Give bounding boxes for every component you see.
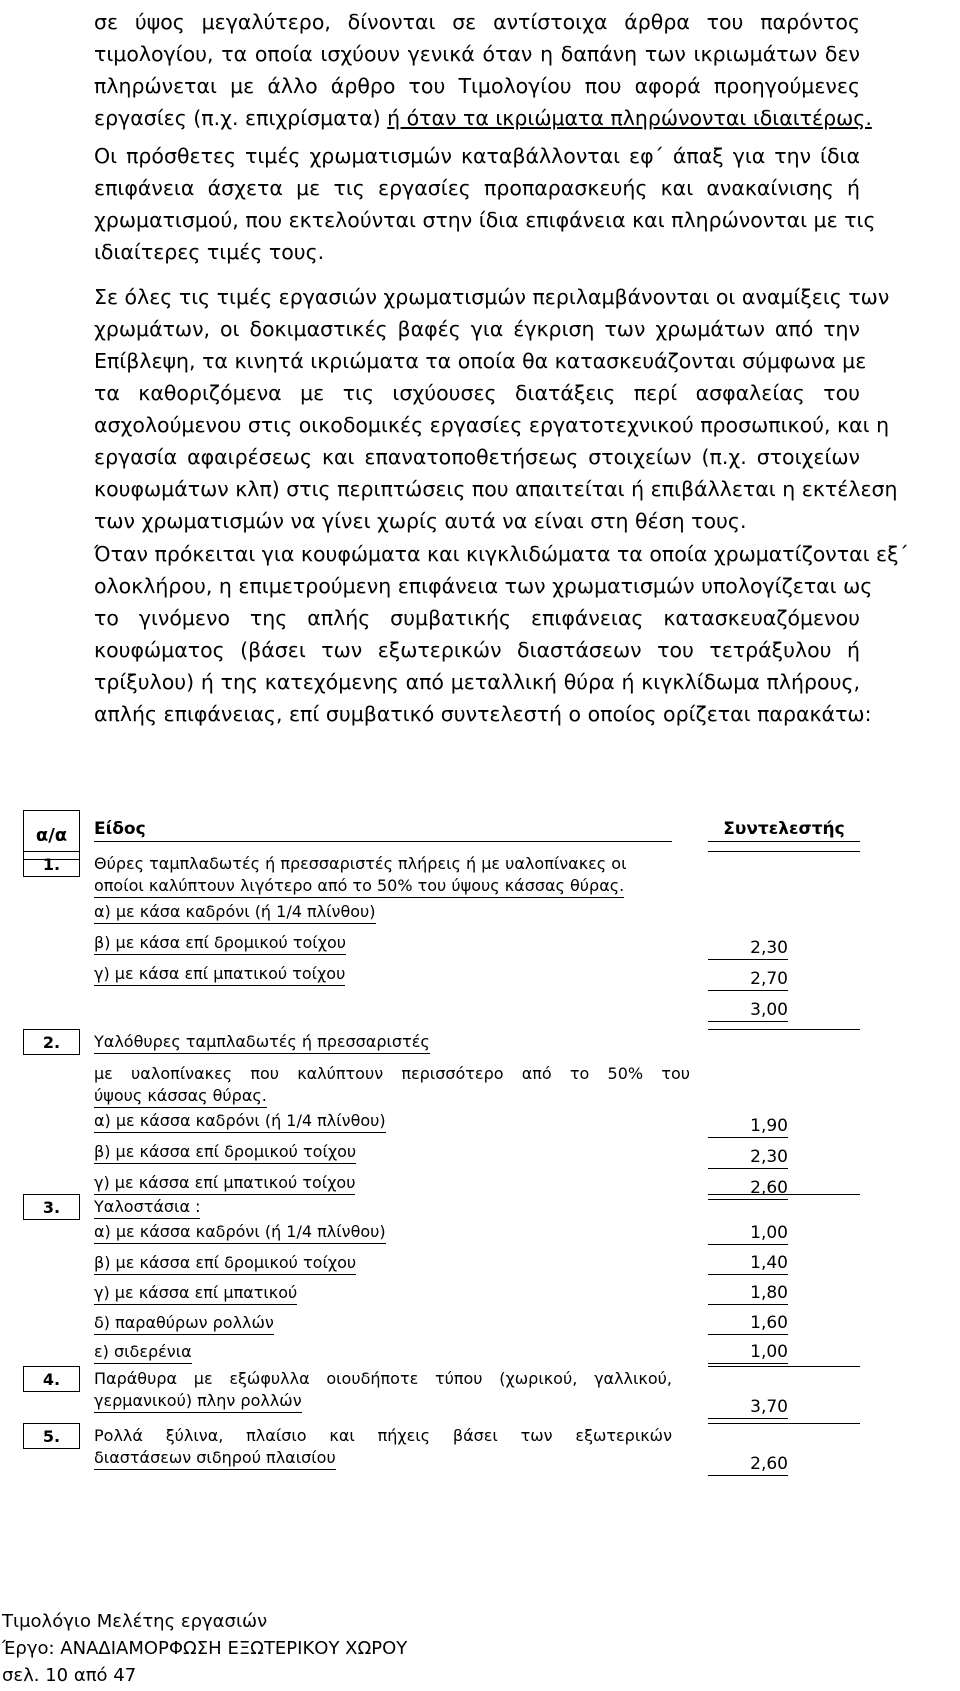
row-option: β) με κάσα επί δρομικού τοίχου	[94, 932, 346, 955]
row-title: Υαλόθυρες ταμπλαδωτές ή πρεσσαριστές	[94, 1031, 430, 1054]
text-line: Οι πρόσθετες τιμές χρωματισμών καταβάλλονται εφ΄ άπαξ για την ίδια	[94, 144, 860, 168]
row-option: γ) με κάσσα επί μπατικού τοίχου	[94, 1172, 355, 1195]
text-line: ιδιαίτερες τιμές τους.	[94, 240, 325, 264]
row-option: α) με κάσσα καδρόνι (ή 1/4 πλίνθου)	[94, 1110, 386, 1133]
table-header-aa: α/α	[23, 810, 80, 860]
text-line: επιφάνεια άσχετα με τις εργασίες προπαρασκευής και ανακαίνισης ή	[94, 176, 860, 200]
row-option: β) με κάσσα επί δρομικού τοίχου	[94, 1252, 356, 1275]
text-line: τρίξυλου) ή της κατεχόμενης από μεταλλική θύρα ή κιγκλίδωμα πλήρους,	[94, 670, 860, 694]
row-option: δ) παραθύρων ρολλών	[94, 1312, 274, 1335]
coefficient-value: 2,60	[708, 1453, 788, 1476]
row-option: γ) με κάσσα επί μπατικού	[94, 1282, 297, 1305]
text-line: κουφωμάτων κλπ) στις περιπτώσεις που απαιτείται ή επιβάλλεται η εκτέλεση	[94, 477, 898, 501]
row-title: διαστάσεων σιδηρού πλαισίου	[94, 1447, 336, 1470]
text-line: κουφώματος (βάσει των εξωτερικών διαστάσεων του τετράξυλου ή	[94, 638, 860, 662]
row-option: γ) με κάσα επί μπατικού τοίχου	[94, 963, 345, 986]
coefficient-value: 1,40	[708, 1252, 788, 1275]
row-number: 1.	[23, 851, 80, 877]
text-line: απλής επιφάνειας, επί συμβατικό συντελεστή ο οποίος ορίζεται παρακάτω:	[94, 702, 872, 726]
row-option: α) με κάσσα καδρόνι (ή 1/4 πλίνθου)	[94, 1221, 386, 1244]
row-title: Παράθυρα με εξώφυλλα οιουδήποτε τύπου (χωρικού, γαλλικού,	[94, 1369, 672, 1388]
text-segment: εργασίες (π.χ. επιχρίσματα)	[94, 106, 388, 130]
text-line: το γινόμενο της απλής συμβατικής επιφάνειας κατασκευαζόμενου	[94, 606, 860, 630]
coefficient-value: 2,30	[708, 937, 788, 960]
coefficient-value: 1,00	[708, 1341, 788, 1364]
row-title: Θύρες ταμπλαδωτές ή πρεσσαριστές πλήρεις ή με υαλοπίνακες οι	[94, 854, 627, 873]
text-line: ασχολούμενου στις οικοδομικές εργασίες εργατοτεχνικού προσωπικού, και η	[94, 413, 890, 437]
coefficient-value: 3,00	[708, 999, 788, 1022]
text-line: σε ύψος μεγαλύτερο, δίνονται σε αντίστοιχα άρθρα του παρόντος	[94, 10, 860, 34]
row-number: 3.	[23, 1194, 80, 1220]
coefficient-value: 1,90	[708, 1115, 788, 1138]
text-line: τιμολογίου, τα οποία ισχύουν γενικά όταν η δαπάνη των ικριωμάτων δεν	[94, 42, 860, 66]
row-option: β) με κάσσα επί δρομικού τοίχου	[94, 1141, 356, 1164]
text-line	[94, 102, 872, 134]
text-line: Επίβλεψη, τα κινητά ικριώματα τα οποία θα κατασκευάζονται σύμφωνα με	[94, 349, 867, 373]
footer-title: Τιμολόγιο Μελέτης εργασιών	[2, 1611, 268, 1632]
coefficient-value: 3,70	[708, 1396, 788, 1419]
row-number: 4.	[23, 1366, 80, 1392]
coef-divider	[708, 1366, 860, 1367]
table-header-coefficient: Συντελεστής	[708, 817, 860, 842]
coef-divider	[708, 1423, 860, 1424]
coefficient-value: 1,80	[708, 1282, 788, 1305]
text-line: Όταν πρόκειται για κουφώματα και κιγκλιδώματα τα οποία χρωματίζονται εξ΄	[94, 542, 909, 566]
coef-divider	[708, 1194, 860, 1195]
row-option: ε) σιδερένια	[94, 1341, 192, 1364]
coefficient-value: 1,00	[708, 1222, 788, 1245]
text-line: πληρώνεται με άλλο άρθρο του Τιμολογίου που αφορά προηγούμενες	[94, 74, 860, 98]
row-title: Υαλοστάσια :	[94, 1196, 200, 1219]
footer-page-number: σελ. 10 από 47	[2, 1665, 137, 1686]
paragraph-additional-prices	[94, 140, 876, 268]
text-line: ολοκλήρου, η επιμετρούμενη επιφάνεια των χρωματισμών υπολογίζεται ως	[94, 574, 873, 598]
coefficient-value: 2,60	[708, 1177, 788, 1200]
coefficient-value: 1,60	[708, 1312, 788, 1335]
text-line: χρωμάτων, οι δοκιμαστικές βαφές για έγκριση των χρωμάτων από την	[94, 317, 860, 341]
coef-divider	[708, 851, 860, 852]
row-option: α) με κάσα καδρόνι (ή 1/4 πλίνθου)	[94, 901, 376, 924]
row-number: 5.	[23, 1423, 80, 1449]
text-line: Σε όλες τις τιμές εργασιών χρωματισμών περιλαμβάνονται οι αναμίξεις των	[94, 285, 890, 309]
row-title: Ρολλά ξύλινα, πλαίσιο και πήχεις βάσει των εξωτερικών	[94, 1426, 672, 1445]
row-title: οποίοι καλύπτουν λιγότερο από το 50% του ύψους κάσσας θύρας.	[94, 875, 624, 898]
coefficient-value: 2,30	[708, 1146, 788, 1169]
row-title: γερμανικού) πλην ρολλών	[94, 1390, 302, 1413]
coefficient-value: 2,70	[708, 968, 788, 991]
text-line: των χρωματισμών να γίνει χωρίς αυτά να είναι στη θέση τους.	[94, 509, 747, 533]
paragraph-painting-prices	[94, 281, 898, 537]
text-line: χρωματισμού, που εκτελούνται στην ίδια επιφάνεια και πληρώνονται με τις	[94, 208, 876, 232]
coef-divider	[708, 1029, 860, 1030]
table-header-kind: Είδος	[94, 817, 672, 842]
text-line: εργασία αφαιρέσεως και επανατοποθετήσεως στοιχείων (π.χ. στοιχείων	[94, 445, 860, 469]
text-line: τα καθοριζόμενα με τις ισχύουσες διατάξεις περί ασφαλείας του	[94, 381, 860, 405]
row-title: ύψους κάσσας θύρας.	[94, 1085, 267, 1108]
underlined-text: ή όταν τα ικριώματα πληρώνονται ιδιαιτέρως.	[387, 106, 872, 130]
paragraph-scaffolding	[94, 6, 872, 134]
row-number: 2.	[23, 1029, 80, 1055]
footer-project: Έργο: ΑΝΑΔΙΑΜΟΡΦΩΣΗ ΕΞΩΤΕΡΙΚΟΥ ΧΩΡΟΥ	[2, 1638, 408, 1659]
paragraph-frames	[94, 538, 909, 730]
row-title: με υαλοπίνακες που καλύπτουν περισσότερο από το 50% του	[94, 1064, 690, 1083]
